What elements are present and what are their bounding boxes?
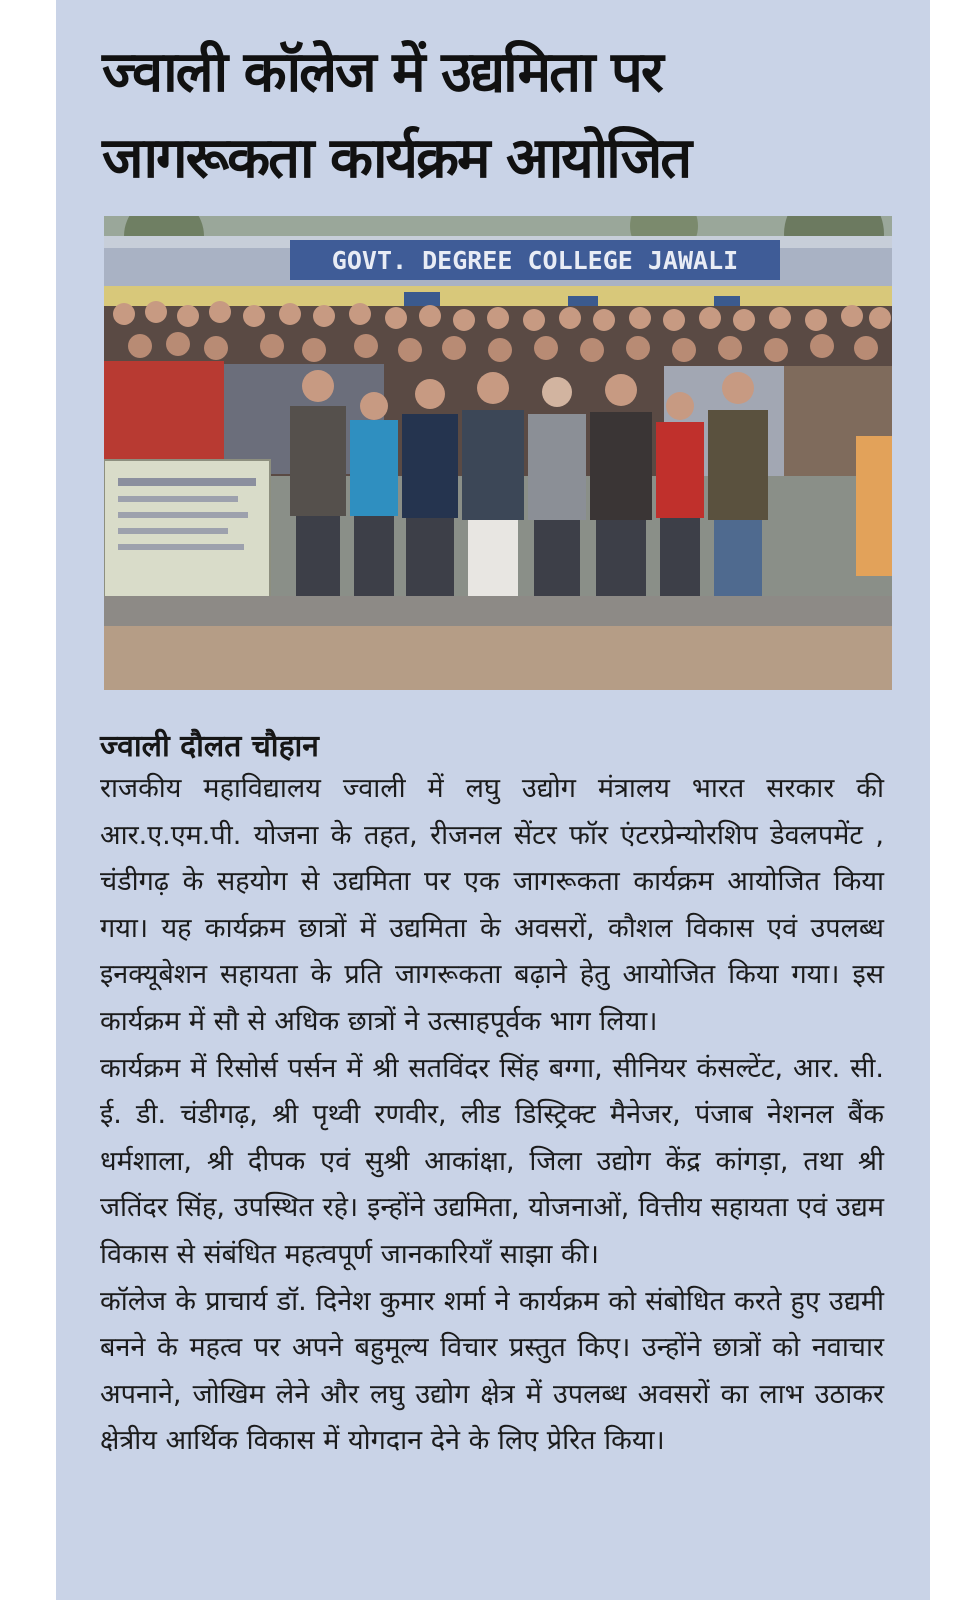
newspaper-clipping [56, 0, 930, 1600]
headline-line-1: ज्वाली कॉलेज में उद्यमिता पर [102, 40, 662, 105]
article-body [100, 766, 884, 1465]
headline [102, 30, 902, 202]
headline-line-2: जागरूकता कार्यक्रम आयोजित [102, 126, 691, 191]
paragraph-1: राजकीय महाविद्यालय ज्वाली में लघु उद्योग मंत्रालय भारत सरकार की आर.ए.एम.पी. योजना के तहत, रीजनल सेंटर फॉर एंटरप्रेन्योरशिप डेवलपमेंट , चंडीगढ़ के सहयोग से उद्यमिता पर एक जागरूकता कार्यक्रम आयोजित किया गया। यह कार्यक्रम छात्रों में उद्यमिता के अवसरों, कौशल विकास एवं उपलब्ध इनक्यूबेशन सहायता के प्रति जागरूकता बढ़ाने हेतु आयोजित किया गया। इस कार्यक्रम में सौ से अधिक छात्रों ने उत्साहपूर्वक भाग लिया। [100, 773, 884, 1037]
college-sign: GOVT. DEGREE COLLEGE JAWALI [331, 246, 739, 275]
byline: ज्वाली दौलत चौहान [100, 729, 319, 764]
paragraph-3: कॉलेज के प्राचार्य डॉ. दिनेश कुमार शर्मा ने कार्यक्रम को संबोधित करते हुए उद्यमी बनने के महत्व पर अपने बहुमूल्य विचार प्रस्तुत किए। उन्होंने छात्रों को नवाचार अपनाने, जोखिम लेने और लघु उद्योग क्षेत्र में उपलब्ध अवसरों का लाभ उठाकर क्षेत्रीय आर्थिक विकास में योगदान देने के लिए प्रेरित किया। [100, 1285, 884, 1457]
group-photo [104, 216, 892, 690]
paragraph-2: कार्यक्रम में रिसोर्स पर्सन में श्री सतविंदर सिंह बग्गा, सीनियर कंसल्टेंट, आर. सी. ई. डी. चंडीगढ़, श्री पृथ्वी रणवीर, लीड डिस्ट्रिक्ट मैनेजर, पंजाब नेशनल बैंक धर्मशाला, श्री दीपक एवं सुश्री आकांक्षा, जिला उद्योग केंद्र कांगड़ा, तथा श्री जतिंदर सिंह, उपस्थित रहे। इन्होंने उद्यमिता, योजनाओं, वित्तीय सहायता एवं उद्यम विकास से संबंधित महत्वपूर्ण जानकारियाँ साझा की। [100, 1052, 884, 1270]
